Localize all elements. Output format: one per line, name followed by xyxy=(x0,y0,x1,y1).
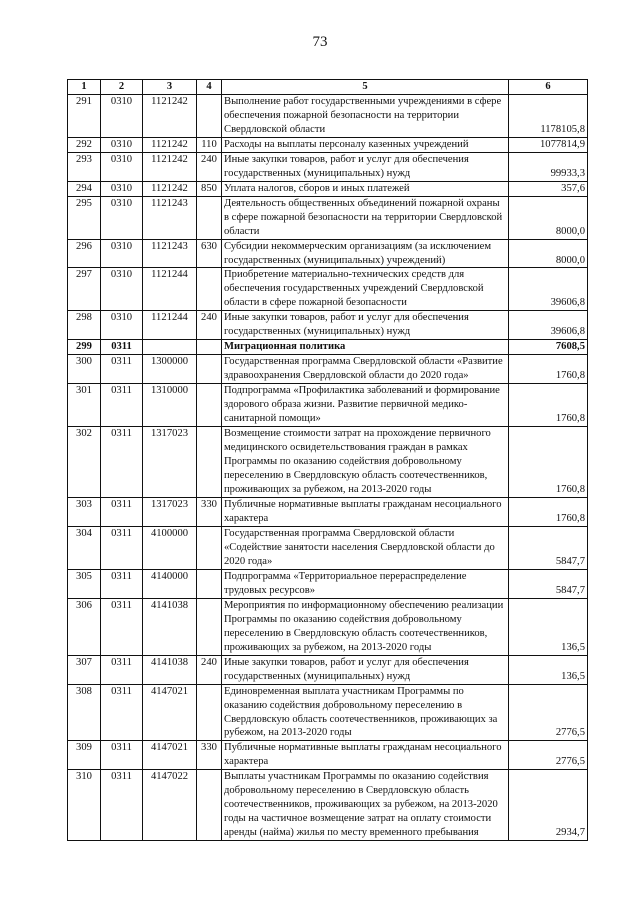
target-article-cell: 4140000 xyxy=(143,569,197,598)
target-article-cell: 1121242 xyxy=(143,181,197,196)
table-row xyxy=(68,340,588,355)
expense-type-cell: 110 xyxy=(197,137,222,152)
section-code-cell: 0310 xyxy=(101,137,143,152)
description-cell: Мероприятия по информационному обеспечению реализации Программы по оказанию содействия добровольному переселению в Свердловскую область соотечественников, проживающих за рубежом, на 2013-2020 годы xyxy=(222,598,509,655)
table-row xyxy=(68,684,588,741)
amount-cell: 8000,0 xyxy=(509,239,588,268)
expense-type-cell xyxy=(197,598,222,655)
table-row xyxy=(68,427,588,498)
expense-type-cell xyxy=(197,526,222,569)
table-header-row xyxy=(68,80,588,95)
row-number-cell: 294 xyxy=(68,181,101,196)
target-article-cell: 1121242 xyxy=(143,152,197,181)
expense-type-cell xyxy=(197,770,222,841)
row-number-cell: 301 xyxy=(68,384,101,427)
description-cell: Возмещение стоимости затрат на прохождение первичного медицинского освидетельствования граждан в рамках Программы по оказанию содействия добровольному переселению в Свердловскую область соотечественников, проживающих за рубежом, на 2013-2020 годы xyxy=(222,427,509,498)
header-col-2: 2 xyxy=(101,80,143,95)
description-cell: Единовременная выплата участникам Программы по оказанию содействия добровольному переселению в Свердловскую область соотечественников, проживающих за рубежом, на 2013-2020 годы xyxy=(222,684,509,741)
target-article-cell: 4147021 xyxy=(143,741,197,770)
row-number-cell: 300 xyxy=(68,355,101,384)
amount-cell: 136,5 xyxy=(509,598,588,655)
amount-cell: 2776,5 xyxy=(509,684,588,741)
amount-cell: 1760,8 xyxy=(509,384,588,427)
amount-cell: 1760,8 xyxy=(509,355,588,384)
section-code-cell: 0311 xyxy=(101,655,143,684)
expense-type-cell: 630 xyxy=(197,239,222,268)
amount-cell: 136,5 xyxy=(509,655,588,684)
row-number-cell: 293 xyxy=(68,152,101,181)
section-code-cell: 0311 xyxy=(101,497,143,526)
row-number-cell: 297 xyxy=(68,268,101,311)
description-cell: Подпрограмма «Территориальное перераспределение трудовых ресурсов» xyxy=(222,569,509,598)
description-cell: Публичные нормативные выплаты гражданам несоциального характера xyxy=(222,741,509,770)
row-number-cell: 309 xyxy=(68,741,101,770)
description-cell: Иные закупки товаров, работ и услуг для обеспечения государственных (муниципальных) нужд xyxy=(222,152,509,181)
expense-type-cell xyxy=(197,684,222,741)
description-cell: Государственная программа Свердловской области «Развитие здравоохранения Свердловской области до 2020 года» xyxy=(222,355,509,384)
table-row xyxy=(68,497,588,526)
target-article-cell: 4141038 xyxy=(143,655,197,684)
table-row xyxy=(68,655,588,684)
amount-cell: 99933,3 xyxy=(509,152,588,181)
header-col-1: 1 xyxy=(68,80,101,95)
amount-cell: 1760,8 xyxy=(509,497,588,526)
table-row xyxy=(68,152,588,181)
description-cell: Миграционная политика xyxy=(222,340,509,355)
target-article-cell: 1317023 xyxy=(143,427,197,498)
table-row xyxy=(68,196,588,239)
row-number-cell: 310 xyxy=(68,770,101,841)
target-article-cell: 4147021 xyxy=(143,684,197,741)
description-cell: Иные закупки товаров, работ и услуг для обеспечения государственных (муниципальных) нужд xyxy=(222,311,509,340)
description-cell: Выплаты участникам Программы по оказанию содействия добровольному переселению в Свердловскую область соотечественников, проживающих за рубежом, на 2013-2020 годы на частичное возмещение затрат на оплату стоимости аренды (найма) жилья по месту временного пребывания xyxy=(222,770,509,841)
section-code-cell: 0311 xyxy=(101,355,143,384)
row-number-cell: 308 xyxy=(68,684,101,741)
expense-type-cell xyxy=(197,196,222,239)
target-article-cell: 1121244 xyxy=(143,268,197,311)
amount-cell: 2934,7 xyxy=(509,770,588,841)
section-code-cell: 0311 xyxy=(101,684,143,741)
section-code-cell: 0310 xyxy=(101,94,143,137)
section-code-cell: 0311 xyxy=(101,526,143,569)
description-cell: Государственная программа Свердловской области «Содействие занятости населения Свердловской области до 2020 года» xyxy=(222,526,509,569)
target-article-cell: 4141038 xyxy=(143,598,197,655)
section-code-cell: 0310 xyxy=(101,239,143,268)
expense-type-cell xyxy=(197,427,222,498)
table-body xyxy=(68,94,588,840)
row-number-cell: 291 xyxy=(68,94,101,137)
row-number-cell: 305 xyxy=(68,569,101,598)
table-row xyxy=(68,355,588,384)
table-row xyxy=(68,94,588,137)
header-col-3: 3 xyxy=(143,80,197,95)
table-row xyxy=(68,569,588,598)
expense-type-cell xyxy=(197,355,222,384)
description-cell: Приобретение материально-технических средств для обеспечения государственных учреждений Свердловской области в сфере пожарной безопасности xyxy=(222,268,509,311)
amount-cell: 39606,8 xyxy=(509,268,588,311)
description-cell: Уплата налогов, сборов и иных платежей xyxy=(222,181,509,196)
section-code-cell: 0311 xyxy=(101,384,143,427)
header-col-5: 5 xyxy=(222,80,509,95)
row-number-cell: 295 xyxy=(68,196,101,239)
table-row xyxy=(68,598,588,655)
description-cell: Субсидии некоммерческим организациям (за исключением государственных (муниципальных) учреждений) xyxy=(222,239,509,268)
table-row xyxy=(68,311,588,340)
row-number-cell: 307 xyxy=(68,655,101,684)
target-article-cell: 1121243 xyxy=(143,239,197,268)
amount-cell: 7608,5 xyxy=(509,340,588,355)
section-code-cell: 0311 xyxy=(101,427,143,498)
section-code-cell: 0310 xyxy=(101,196,143,239)
section-code-cell: 0311 xyxy=(101,770,143,841)
row-number-cell: 302 xyxy=(68,427,101,498)
expense-type-cell: 330 xyxy=(197,497,222,526)
target-article-cell: 1317023 xyxy=(143,497,197,526)
section-code-cell: 0311 xyxy=(101,741,143,770)
target-article-cell: 1300000 xyxy=(143,355,197,384)
description-cell: Иные закупки товаров, работ и услуг для обеспечения государственных (муниципальных) нужд xyxy=(222,655,509,684)
description-cell: Расходы на выплаты персоналу казенных учреждений xyxy=(222,137,509,152)
target-article-cell: 4147022 xyxy=(143,770,197,841)
target-article-cell: 1121242 xyxy=(143,137,197,152)
amount-cell: 1760,8 xyxy=(509,427,588,498)
header-col-4: 4 xyxy=(197,80,222,95)
description-cell: Публичные нормативные выплаты гражданам несоциального характера xyxy=(222,497,509,526)
section-code-cell: 0310 xyxy=(101,152,143,181)
table-row xyxy=(68,526,588,569)
row-number-cell: 304 xyxy=(68,526,101,569)
expense-type-cell xyxy=(197,94,222,137)
page-number: 73 xyxy=(312,34,328,50)
expense-type-cell: 240 xyxy=(197,311,222,340)
description-cell: Деятельность общественных объединений пожарной охраны в сфере пожарной безопасности на территории Свердловской области xyxy=(222,196,509,239)
section-code-cell: 0310 xyxy=(101,268,143,311)
expense-type-cell: 240 xyxy=(197,655,222,684)
row-number-cell: 303 xyxy=(68,497,101,526)
amount-cell: 1077814,9 xyxy=(509,137,588,152)
section-code-cell: 0311 xyxy=(101,598,143,655)
description-cell: Подпрограмма «Профилактика заболеваний и формирование здорового образа жизни. Развитие первичной медико-санитарной помощи» xyxy=(222,384,509,427)
amount-cell: 2776,5 xyxy=(509,741,588,770)
target-article-cell: 4100000 xyxy=(143,526,197,569)
section-code-cell: 0310 xyxy=(101,181,143,196)
table-row xyxy=(68,268,588,311)
row-number-cell: 292 xyxy=(68,137,101,152)
amount-cell: 5847,7 xyxy=(509,526,588,569)
table-row xyxy=(68,137,588,152)
target-article-cell: 1121243 xyxy=(143,196,197,239)
table-row xyxy=(68,770,588,841)
row-number-cell: 298 xyxy=(68,311,101,340)
target-article-cell xyxy=(143,340,197,355)
expense-type-cell: 330 xyxy=(197,741,222,770)
row-number-cell: 299 xyxy=(68,340,101,355)
expense-type-cell xyxy=(197,340,222,355)
table-row xyxy=(68,384,588,427)
row-number-cell: 296 xyxy=(68,239,101,268)
section-code-cell: 0311 xyxy=(101,340,143,355)
section-code-cell: 0311 xyxy=(101,569,143,598)
target-article-cell: 1121244 xyxy=(143,311,197,340)
header-col-6: 6 xyxy=(509,80,588,95)
table-row xyxy=(68,741,588,770)
table-row xyxy=(68,239,588,268)
target-article-cell: 1121242 xyxy=(143,94,197,137)
expense-type-cell: 240 xyxy=(197,152,222,181)
amount-cell: 8000,0 xyxy=(509,196,588,239)
budget-table xyxy=(67,79,588,841)
amount-cell: 5847,7 xyxy=(509,569,588,598)
expense-type-cell xyxy=(197,569,222,598)
section-code-cell: 0310 xyxy=(101,311,143,340)
row-number-cell: 306 xyxy=(68,598,101,655)
table-row xyxy=(68,181,588,196)
amount-cell: 357,6 xyxy=(509,181,588,196)
target-article-cell: 1310000 xyxy=(143,384,197,427)
expense-type-cell: 850 xyxy=(197,181,222,196)
amount-cell: 1178105,8 xyxy=(509,94,588,137)
amount-cell: 39606,8 xyxy=(509,311,588,340)
description-cell: Выполнение работ государственными учреждениями в сфере обеспечения пожарной безопасности на территории Свердловской области xyxy=(222,94,509,137)
expense-type-cell xyxy=(197,384,222,427)
expense-type-cell xyxy=(197,268,222,311)
